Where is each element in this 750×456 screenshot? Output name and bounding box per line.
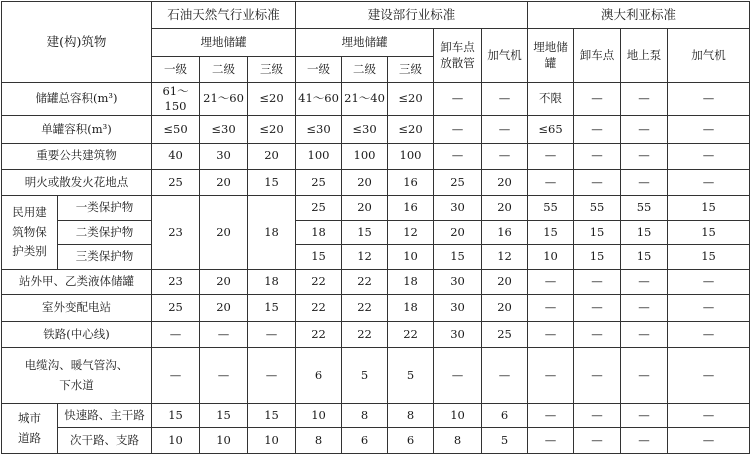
table-cell: —	[668, 143, 750, 169]
table-cell: 16	[388, 196, 434, 220]
table-cell: 10	[296, 404, 342, 428]
table-cell: 6	[482, 404, 528, 428]
table-cell: 16	[482, 220, 528, 244]
table-cell: —	[621, 348, 668, 404]
table-cell: —	[434, 143, 482, 169]
table-cell: 21～40	[342, 83, 388, 116]
construction-dispenser-header: 加气机	[482, 29, 528, 83]
table-cell: —	[248, 348, 296, 404]
table-cell: 10	[152, 428, 200, 454]
table-cell: 15	[248, 295, 296, 321]
table-cell: —	[574, 269, 621, 294]
table-cell: —	[574, 169, 621, 195]
table-cell: 18	[248, 196, 296, 269]
table-cell: —	[482, 143, 528, 169]
table-cell: 18	[388, 269, 434, 294]
table-cell: —	[574, 348, 621, 404]
table-cell: 20	[200, 295, 248, 321]
table-cell: 15	[248, 404, 296, 428]
table-cell: —	[574, 428, 621, 454]
table-cell: —	[200, 348, 248, 404]
construction-tank-header: 埋地储罐	[296, 29, 434, 56]
row-label: 重要公共建筑物	[2, 143, 152, 169]
table-cell: 25	[152, 169, 200, 195]
table-row	[2, 245, 750, 269]
table-row	[2, 116, 750, 143]
table-cell: —	[621, 404, 668, 428]
table-cell: —	[668, 116, 750, 143]
row-label: 单罐容积(m³)	[2, 116, 152, 143]
table-cell: 100	[296, 143, 342, 169]
table-cell: 30	[434, 295, 482, 321]
table-cell: —	[621, 83, 668, 116]
table-cell: 25	[296, 169, 342, 195]
table-cell: 20	[434, 220, 482, 244]
table-cell: 30	[434, 196, 482, 220]
table-cell: —	[668, 169, 750, 195]
table-cell: 25	[152, 295, 200, 321]
table-cell: ≤20	[248, 116, 296, 143]
table-cell: 30	[200, 143, 248, 169]
table-cell: ≤30	[296, 116, 342, 143]
table-cell: 5	[342, 348, 388, 404]
table-cell: —	[668, 83, 750, 116]
table-cell: —	[621, 295, 668, 321]
table-cell: —	[528, 169, 574, 195]
table-cell: —	[621, 321, 668, 347]
table-row	[2, 169, 750, 195]
table-cell: 100	[342, 143, 388, 169]
table-cell: 21～60	[200, 83, 248, 116]
table-cell: 40	[152, 143, 200, 169]
table-cell: —	[434, 83, 482, 116]
table-cell: 10	[200, 428, 248, 454]
table-cell: —	[152, 321, 200, 347]
table-cell: —	[574, 83, 621, 116]
table-cell: 8	[296, 428, 342, 454]
table-cell: 15	[668, 196, 750, 220]
table-cell: 不限	[528, 83, 574, 116]
table-cell: 25	[296, 196, 342, 220]
table-cell: 10	[434, 404, 482, 428]
table-cell: —	[528, 295, 574, 321]
table-cell: 22	[296, 269, 342, 294]
table-cell: 16	[388, 169, 434, 195]
petro-standard-header: 石油天然气行业标准	[152, 2, 296, 29]
table-cell: —	[482, 348, 528, 404]
table-cell: —	[621, 269, 668, 294]
table-cell: 8	[388, 404, 434, 428]
table-cell: —	[528, 428, 574, 454]
table-cell: 55	[574, 196, 621, 220]
table-cell: 25	[482, 321, 528, 347]
table-cell: 100	[388, 143, 434, 169]
table-cell: 22	[296, 321, 342, 347]
table-cell: —	[200, 321, 248, 347]
table-cell: —	[668, 295, 750, 321]
row-label: 站外甲、乙类液体储罐	[2, 269, 152, 294]
table-cell: 20	[482, 269, 528, 294]
grade-header: 二级	[200, 56, 248, 82]
table-cell: —	[621, 169, 668, 195]
table-cell: 18	[296, 220, 342, 244]
construction-standard-header: 建设部行业标准	[296, 2, 528, 29]
row-label: 电缆沟、暖气管沟、下水道	[2, 348, 152, 404]
table-cell: ≤30	[342, 116, 388, 143]
table-cell: 23	[152, 269, 200, 294]
table-cell: —	[574, 321, 621, 347]
row-label: 室外变配电站	[2, 295, 152, 321]
table-cell: 20	[482, 295, 528, 321]
table-cell: —	[621, 116, 668, 143]
table-cell: 20	[342, 196, 388, 220]
table-cell: —	[528, 143, 574, 169]
table-cell: 20	[342, 169, 388, 195]
table-row	[2, 269, 750, 294]
table-cell: 20	[200, 196, 248, 269]
grade-header: 一级	[152, 56, 200, 82]
table-cell: —	[152, 348, 200, 404]
table-cell: 20	[482, 196, 528, 220]
table-cell: 30	[434, 269, 482, 294]
australia-dispenser-header: 加气机	[668, 29, 750, 83]
table-cell: 15	[574, 220, 621, 244]
table-cell: —	[668, 428, 750, 454]
table-cell: —	[574, 295, 621, 321]
table-cell: 6	[342, 428, 388, 454]
table-cell: 15	[621, 220, 668, 244]
table-cell: —	[434, 116, 482, 143]
table-cell: 12	[388, 220, 434, 244]
table-row	[2, 295, 750, 321]
table-cell: —	[528, 404, 574, 428]
table-cell: 6	[296, 348, 342, 404]
table-cell: 22	[342, 295, 388, 321]
table-cell: ≤20	[388, 116, 434, 143]
table-cell: 10	[528, 245, 574, 269]
table-cell: 15	[668, 245, 750, 269]
row-label: 铁路(中心线)	[2, 321, 152, 347]
table-row	[2, 143, 750, 169]
table-cell: 10	[388, 245, 434, 269]
table-cell: 22	[342, 269, 388, 294]
table-cell: —	[482, 83, 528, 116]
civil-building-label: 民用建筑物保护类别	[2, 196, 58, 269]
table-cell: 15	[574, 245, 621, 269]
grade-header: 三级	[248, 56, 296, 82]
australia-standard-header: 澳大利亚标准	[528, 2, 750, 29]
table-cell: 15	[528, 220, 574, 244]
table-cell: 5	[388, 348, 434, 404]
table-cell: —	[668, 269, 750, 294]
table-cell: 12	[482, 245, 528, 269]
table-cell: —	[621, 428, 668, 454]
table-cell: 22	[296, 295, 342, 321]
table-cell: —	[574, 143, 621, 169]
table-cell: ≤20	[248, 83, 296, 116]
table-cell: 30	[434, 321, 482, 347]
table-cell: —	[434, 348, 482, 404]
table-cell: 8	[434, 428, 482, 454]
grade-header: 二级	[342, 56, 388, 82]
table-cell: 25	[434, 169, 482, 195]
table-cell: —	[528, 348, 574, 404]
table-cell: 6	[388, 428, 434, 454]
table-cell: 5	[482, 428, 528, 454]
row-label: 明火或散发火花地点	[2, 169, 152, 195]
table-row	[2, 348, 750, 404]
table-cell: 18	[388, 295, 434, 321]
table-cell: —	[482, 116, 528, 143]
table-cell: 20	[482, 169, 528, 195]
table-row	[2, 321, 750, 347]
table-cell: 15	[342, 220, 388, 244]
table-cell: 55	[528, 196, 574, 220]
table-cell: 15	[434, 245, 482, 269]
construction-unload-header: 卸车点放散管	[434, 29, 482, 83]
table-cell: 12	[342, 245, 388, 269]
table-cell: ≤30	[200, 116, 248, 143]
table-cell: 15	[152, 404, 200, 428]
table-cell: —	[621, 143, 668, 169]
table-cell: 18	[248, 269, 296, 294]
table-cell: ≤20	[388, 83, 434, 116]
table-cell: ≤50	[152, 116, 200, 143]
australia-unload-header: 卸车点	[574, 29, 621, 83]
row-label: 快速路、主干路	[58, 404, 152, 428]
city-road-label: 城市道路	[2, 404, 58, 454]
grade-header: 一级	[296, 56, 342, 82]
table-cell: 22	[388, 321, 434, 347]
table-cell: 15	[668, 220, 750, 244]
table-cell: —	[574, 404, 621, 428]
table-cell: 20	[200, 269, 248, 294]
petro-tank-header: 埋地储罐	[152, 29, 296, 56]
table-cell: 15	[621, 245, 668, 269]
table-row	[2, 83, 750, 116]
safety-distance-table	[1, 1, 750, 454]
row-label: 三类保护物	[58, 245, 152, 269]
object-header: 建(构)筑物	[2, 2, 152, 83]
row-label: 一类保护物	[58, 196, 152, 220]
australia-pump-header: 地上泵	[621, 29, 668, 83]
table-cell: ≤65	[528, 116, 574, 143]
row-label: 储罐总容积(m³)	[2, 83, 152, 116]
table-cell: —	[248, 321, 296, 347]
table-cell: 41～60	[296, 83, 342, 116]
table-cell: 61～150	[152, 83, 200, 116]
table-cell: 20	[200, 169, 248, 195]
table-cell: 15	[296, 245, 342, 269]
australia-tank-header: 埋地储罐	[528, 29, 574, 83]
table-cell: 20	[248, 143, 296, 169]
table-cell: —	[668, 404, 750, 428]
table-cell: 10	[248, 428, 296, 454]
table-row	[2, 196, 750, 220]
table-cell: —	[574, 116, 621, 143]
table-cell: 15	[248, 169, 296, 195]
standards-comparison-page	[0, 1, 750, 456]
grade-header: 三级	[388, 56, 434, 82]
table-row	[2, 404, 750, 428]
row-label: 二类保护物	[58, 220, 152, 244]
table-cell: 15	[200, 404, 248, 428]
table-cell: 55	[621, 196, 668, 220]
table-cell: —	[668, 321, 750, 347]
table-row	[2, 428, 750, 454]
table-cell: 22	[342, 321, 388, 347]
table-cell: —	[668, 348, 750, 404]
table-cell: 8	[342, 404, 388, 428]
table-cell: 23	[152, 196, 200, 269]
row-label: 次干路、支路	[58, 428, 152, 454]
table-row	[2, 220, 750, 244]
table-cell: —	[528, 269, 574, 294]
table-cell: —	[528, 321, 574, 347]
